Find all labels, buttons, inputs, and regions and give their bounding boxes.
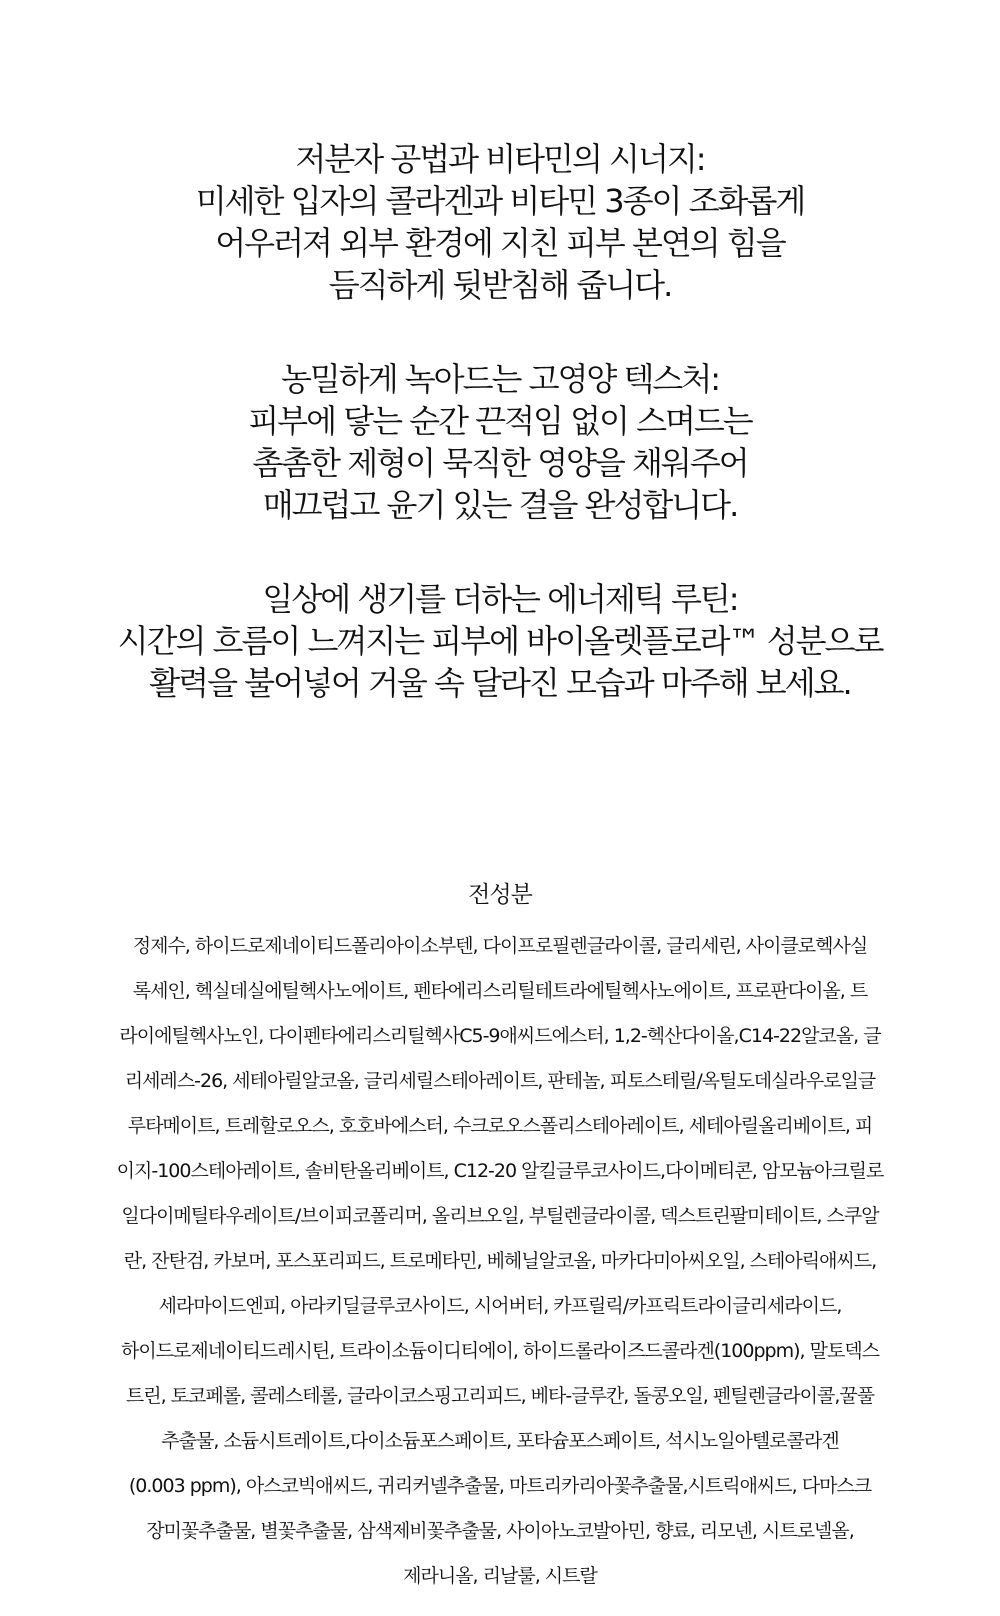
intro-text-line: 어우러져 외부 환경에 지친 피부 본연의 힘을 (215, 224, 785, 262)
intro-text-line: 촘촘한 제형이 묵직한 영양을 채워주어 (252, 444, 748, 482)
intro-text-line: 활력을 불어넣어 거울 속 달라진 모습과 마주해 보세요. (149, 664, 851, 702)
ingredients-line: 추출물, 소듐시트레이트,다이소듐포스페이트, 포타슘포스페이트, 석시노일아텔로콜라겐 (161, 1430, 839, 1452)
intro-block-synergy (0, 138, 1000, 306)
intro-heading: 농밀하게 녹아드는 고영양 텍스처: (280, 360, 720, 398)
ingredients-line: 리세레스-26, 세테아릴알코올, 글리세릴스테아레이트, 판테놀, 피토스테릴/옥틸도데실라우로일글 (124, 1070, 876, 1092)
intro-block-routine (0, 578, 1000, 704)
intro-text-line: 시간의 흐름이 느껴지는 피부에 바이올렛플로라™ 성분으로 (117, 622, 883, 660)
intro-text-line: 매끄럽고 윤기 있는 결을 완성합니다. (262, 486, 738, 524)
intro-heading: 저분자 공법과 비타민의 시너지: (295, 140, 705, 178)
ingredients-line: 세라마이드엔피, 아라키딜글루코사이드, 시어버터, 카프릴릭/카프릭트라이글리세라이드, (158, 1295, 842, 1317)
ingredients-line: 장미꽃추출물, 별꽃추출물, 삼색제비꽃추출물, 사이아노코발아민, 향료, 리모넨, 시트로넬올, (146, 1520, 854, 1542)
intro-heading: 일상에 생기를 더하는 에너제틱 루틴: (262, 580, 738, 618)
ingredients-line: 정제수, 하이드로제네이티드폴리아이소부텐, 다이프로필렌글라이콜, 글리세린, 사이클로헥사실 (132, 935, 868, 957)
intro-text-line: 미세한 입자의 콜라겐과 비타민 3종이 조화롭게 (195, 182, 805, 220)
intro-section (0, 138, 1000, 756)
ingredients-line: 일다이메틸타우레이트/브이피코폴리머, 올리브오일, 부틸렌글라이콜, 덱스트린팔미테이트, 스쿠알 (121, 1205, 879, 1227)
ingredients-section (60, 880, 940, 1599)
ingredients-title: 전성분 (468, 882, 532, 908)
ingredients-line: 이지-100스테아레이트, 솔비탄올리베이트, C12-20 알킬글루코사이드,다이메티콘, 암모늄아크릴로 (116, 1160, 884, 1182)
ingredients-line: 하이드로제네이티드레시틴, 트라이소듐이디티에이, 하이드롤라이즈드콜라겐(100ppm), 말토덱스 (120, 1340, 880, 1362)
ingredients-line: 라이에틸헥사노인, 다이펜타에리스리틸헥사C5-9애씨드에스터, 1,2-헥산다이올,C14-22알코올, 글 (119, 1025, 881, 1047)
ingredients-line: 트린, 토코페롤, 콜레스테롤, 글라이코스핑고리피드, 베타-글루칸, 돌콩오일, 펜틸렌글라이콜,꿀풀 (125, 1385, 875, 1407)
ingredients-line: 록세인, 헥실데실에틸헥사노에이트, 펜타에리스리틸테트라에틸헥사노에이트, 프로판다이올, 트 (132, 980, 868, 1002)
ingredients-line: 루타메이트, 트레할로오스, 호호바에스터, 수크로오스폴리스테아레이트, 세테아릴올리베이트, 피 (127, 1115, 873, 1137)
ingredients-line: (0.003 ppm), 아스코빅애씨드, 귀리커넬추출물, 마트리카리아꽃추출물,시트릭애씨드, 다마스크 (128, 1475, 872, 1497)
intro-text-line: 듬직하게 뒷받침해 줍니다. (328, 266, 672, 304)
intro-block-texture (0, 358, 1000, 526)
ingredients-line: 제라니올, 리날룰, 시트랄 (403, 1565, 597, 1587)
intro-text-line: 피부에 닿는 순간 끈적임 없이 스며드는 (248, 402, 752, 440)
ingredients-line: 란, 잔탄검, 카보머, 포스포리피드, 트로메타민, 베헤닐알코올, 마카다미아씨오일, 스테아릭애씨드, (123, 1250, 877, 1272)
